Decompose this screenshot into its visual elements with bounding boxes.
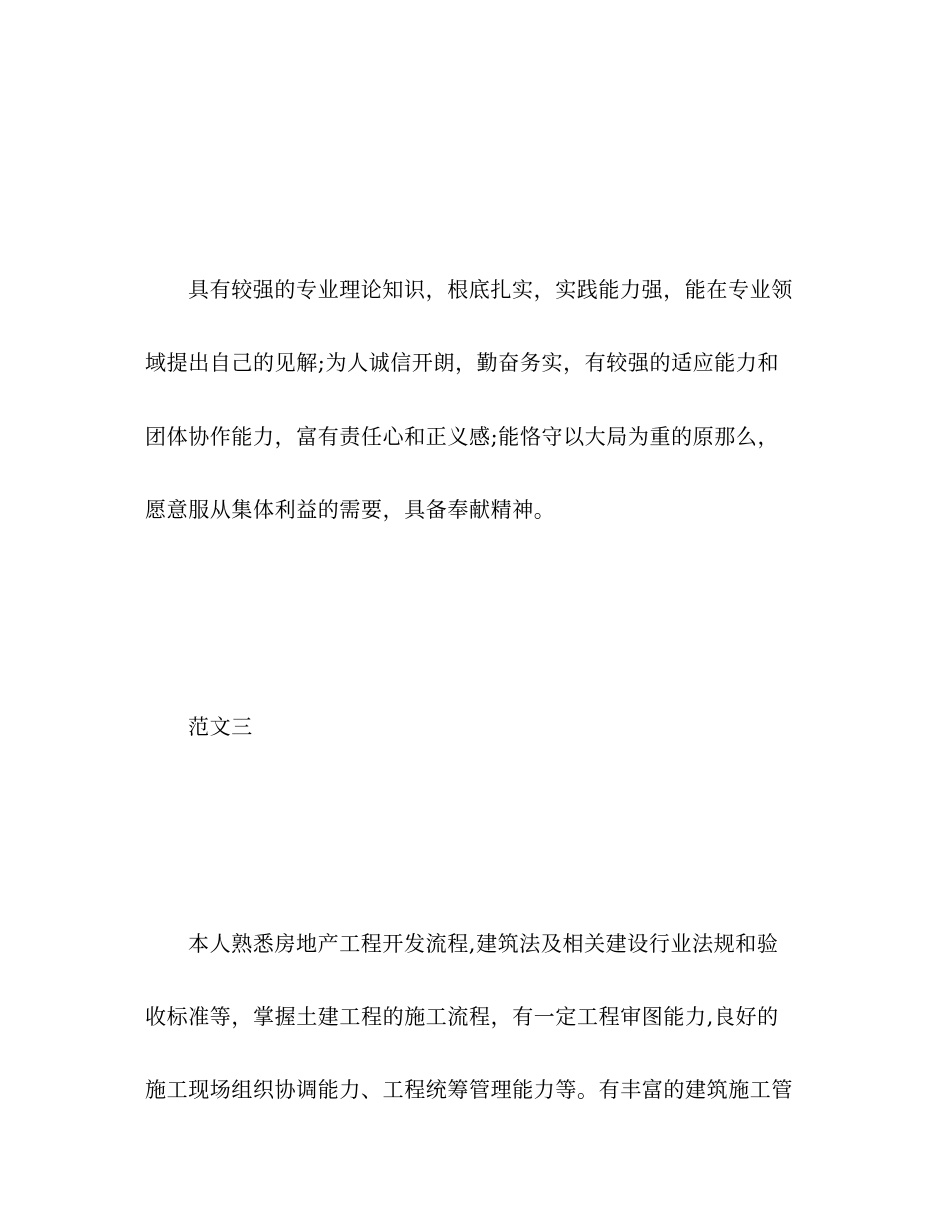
section-heading: 范文三 — [188, 715, 253, 739]
paragraph-1-line-1: 具有较强的专业理论知识，根底扎实，实践能力强，能在专业领 — [188, 278, 793, 302]
paragraph-3-line-3: 施工现场组织协调能力、工程统筹管理能力等。有丰富的建筑施工管 — [145, 1078, 793, 1102]
paragraph-1-line-3: 团体协作能力，富有责任心和正义感;能恪守以大局为重的原那么， — [145, 425, 780, 449]
paragraph-1-line-4: 愿意服从集体利益的需要，具备奉献精神。 — [145, 498, 556, 522]
paragraph-3-line-1: 本人熟悉房地产工程开发流程,建筑法及相关建设行业法规和验 — [188, 932, 779, 956]
paragraph-3-line-2: 收标准等，掌握土建工程的施工流程，有一定工程审图能力,良好的 — [145, 1005, 779, 1029]
paragraph-1-line-2: 域提出自己的见解;为人诚信开朗，勤奋务实，有较强的适应能力和 — [145, 351, 780, 375]
